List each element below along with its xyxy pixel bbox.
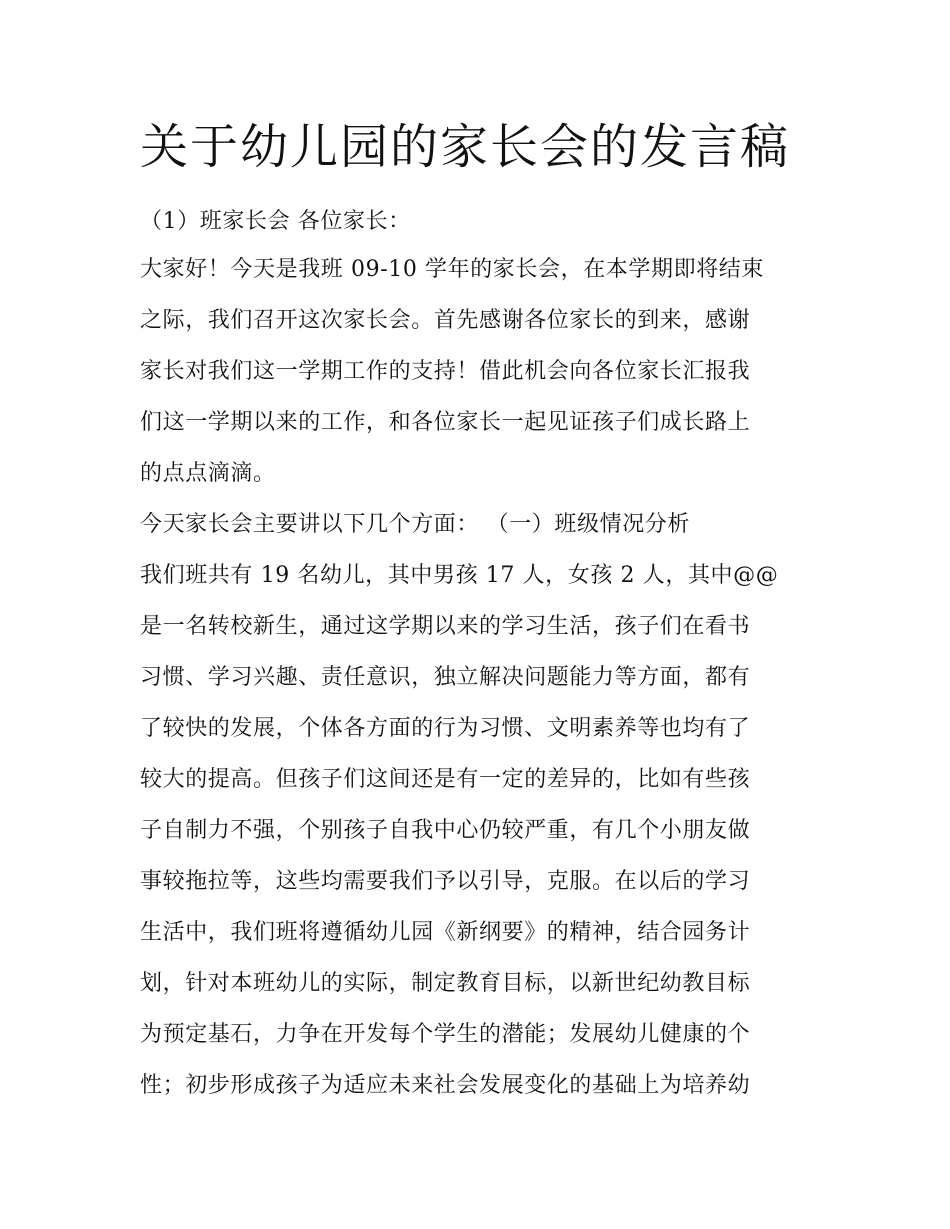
text-line: 今天家长会主要讲以下几个方面： （一）班级情况分析 xyxy=(140,512,690,537)
text-line: 们这一学期以来的工作，和各位家长一起见证孩子们成长路上 xyxy=(140,410,751,435)
text-line: 我们班共有 19 名幼儿，其中男孩 17 人，女孩 2 人，其中@@ xyxy=(140,563,779,588)
text-line: 习惯、学习兴趣、责任意识，独立解决问题能力等方面，都有 xyxy=(140,665,751,690)
text-line: 子自制力不强，个别孩子自我中心仍较严重，有几个小朋友做 xyxy=(140,818,751,843)
text-line: （1）班家长会 各位家长： xyxy=(140,209,411,234)
text-line: 较大的提高。但孩子们这间还是有一定的差异的，比如有些孩 xyxy=(140,767,751,792)
text-line: 性；初步形成孩子为适应未来社会发展变化的基础上为培养幼 xyxy=(140,1073,751,1098)
text-line: 家长对我们这一学期工作的支持！借此机会向各位家长汇报我 xyxy=(140,359,751,384)
text-line: 之际，我们召开这次家长会。首先感谢各位家长的到来，感谢 xyxy=(140,308,751,333)
text-line: 是一名转校新生，通过这学期以来的学习生活，孩子们在看书 xyxy=(140,614,751,639)
text-line: 划，针对本班幼儿的实际，制定教育目标，以新世纪幼教目标 xyxy=(140,971,751,996)
document-body xyxy=(140,200,820,1111)
text-line: 的点点滴滴。 xyxy=(140,461,276,486)
text-line: 生活中，我们班将遵循幼儿园《新纲要》的精神，结合园务计 xyxy=(140,920,751,945)
text-line: 大家好！今天是我班 09-10 学年的家长会，在本学期即将结束 xyxy=(140,257,765,282)
text-line: 事较拖拉等，这些均需要我们予以引导，克服。在以后的学习 xyxy=(140,869,751,894)
document-title: 关于幼儿园的家长会的发言稿 xyxy=(140,119,791,175)
text-line: 为预定基石，力争在开发每个学生的潜能；发展幼儿健康的个 xyxy=(140,1022,751,1047)
text-line: 了较快的发展，个体各方面的行为习惯、文明素养等也均有了 xyxy=(140,716,751,741)
